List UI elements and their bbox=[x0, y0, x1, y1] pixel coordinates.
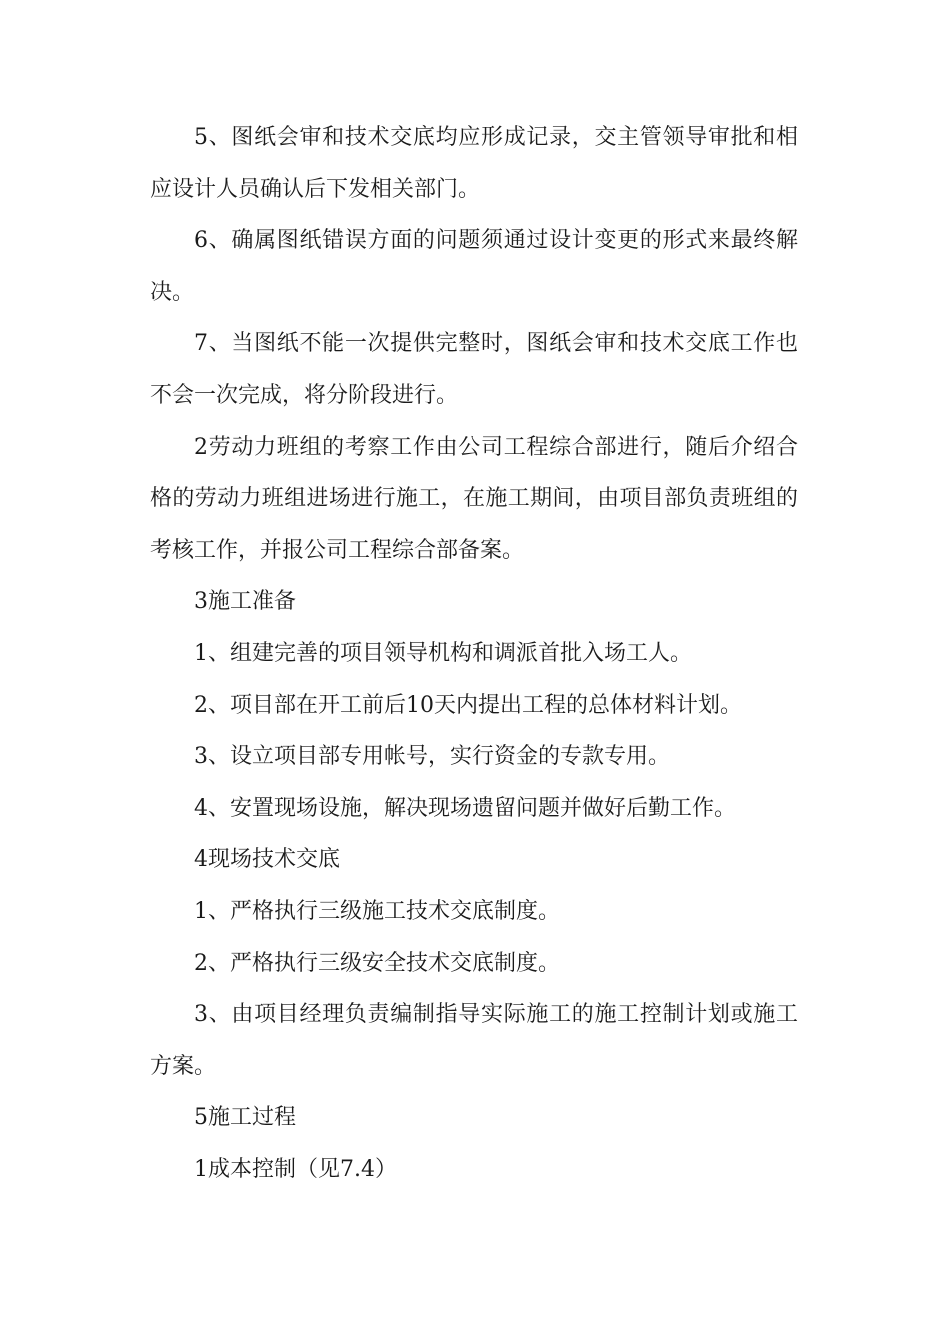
paragraph-prep-item-1: 1、组建完善的项目领导机构和调派首批入场工人。 bbox=[194, 640, 692, 666]
paragraph-labor-team-inspection: 2劳动力班组的考察工作由公司工程综合部进行，随后介绍合格的劳动力班组进场进行施工，在施工期间，由项目部负责班组的考核工作，并报公司工程综合部备案。 bbox=[150, 434, 798, 563]
paragraph-prep-item-3: 3、设立项目部专用帐号，实行资金的专款专用。 bbox=[194, 744, 670, 770]
paragraph-cost-control: 1成本控制（见7.4） bbox=[194, 1156, 397, 1182]
paragraph-item-7-phased-review: 7、当图纸不能一次提供完整时，图纸会审和技术交底工作也不会一次完成，将分阶段进行。 bbox=[150, 331, 798, 408]
paragraph-briefing-item-1: 1、严格执行三级施工技术交底制度。 bbox=[194, 898, 560, 924]
paragraph-briefing-item-2: 2、严格执行三级安全技术交底制度。 bbox=[194, 950, 560, 976]
paragraph-briefing-item-3: 3、由项目经理负责编制指导实际施工的施工控制计划或施工方案。 bbox=[150, 1002, 798, 1079]
paragraph-prep-item-2: 2、项目部在开工前后10天内提出工程的总体材料计划。 bbox=[194, 692, 742, 718]
paragraph-item-6-design-change: 6、确属图纸错误方面的问题须通过设计变更的形式来最终解决。 bbox=[150, 228, 798, 305]
section-heading-construction-process: 5施工过程 bbox=[194, 1105, 296, 1131]
document-page bbox=[150, 112, 798, 1195]
paragraph-prep-item-4: 4、安置现场设施，解决现场遗留问题并做好后勤工作。 bbox=[194, 795, 736, 821]
paragraph-item-5-drawing-review-records: 5、图纸会审和技术交底均应形成记录，交主管领导审批和相应设计人员确认后下发相关部门。 bbox=[150, 125, 798, 202]
section-heading-site-technical-briefing: 4现场技术交底 bbox=[194, 847, 340, 873]
section-heading-construction-preparation: 3施工准备 bbox=[194, 589, 296, 615]
